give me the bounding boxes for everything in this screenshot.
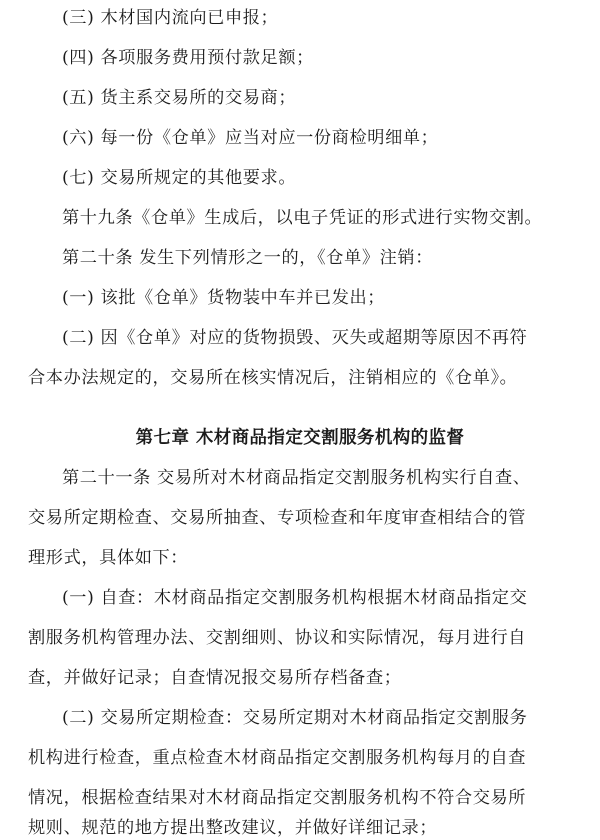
article-19: 第十九条《仓单》生成后，以电子凭证的形式进行实物交割。: [62, 208, 543, 228]
item-six: (六) 每一份《仓单》应当对应一份商检明细单；: [62, 128, 439, 148]
article-21-item-two-line4: 规则、规范的地方提出整改建议，并做好详细记录；: [28, 818, 438, 838]
article-20: 第二十条 发生下列情形之一的，《仓单》注销：: [62, 248, 434, 268]
article-21-item-one-line2: 割服务机构管理办法、交割细则、协议和实际情况，每月进行自: [28, 628, 527, 648]
article-20-item-two-line1: (二) 因《仓单》对应的货物损毁、灭失或超期等原因不再符: [62, 328, 528, 348]
chapter-7-title: 第七章 木材商品指定交割服务机构的监督: [135, 428, 465, 448]
article-21-item-two-line1: (二) 交易所定期检查：交易所定期对木材商品指定交割服务: [62, 708, 528, 728]
article-21-line3: 理形式，具体如下：: [28, 548, 189, 568]
item-seven: (七) 交易所规定的其他要求。: [62, 168, 297, 188]
article-21-line2: 交易所定期检查、交易所抽查、专项检查和年度审查相结合的管: [28, 508, 527, 528]
item-four: (四) 各项服务费用预付款足额；: [62, 48, 314, 68]
article-21-item-two-line3: 情况，根据检查结果对木材商品指定交割服务机构不符合交易所: [28, 788, 527, 808]
article-20-item-one: (一) 该批《仓单》货物装中车并已发出；: [62, 288, 386, 308]
article-21-item-one-line3: 查，并做好记录；自查情况报交易所存档备查；: [28, 668, 402, 688]
article-20-item-two-line2: 合本办法规定的，交易所在核实情况后，注销相应的《仓单》。: [28, 368, 518, 388]
item-five: (五) 货主系交易所的交易商；: [62, 88, 297, 108]
item-three: (三) 木材国内流向已申报；: [62, 8, 279, 28]
article-21-line1: 第二十一条 交易所对木材商品指定交割服务机构实行自查、: [62, 468, 531, 488]
article-21-item-one-line1: (一) 自查：木材商品指定交割服务机构根据木材商品指定交: [62, 588, 528, 608]
article-21-item-two-line2: 机构进行检查，重点检查木材商品指定交割服务机构每月的自查: [28, 748, 527, 768]
